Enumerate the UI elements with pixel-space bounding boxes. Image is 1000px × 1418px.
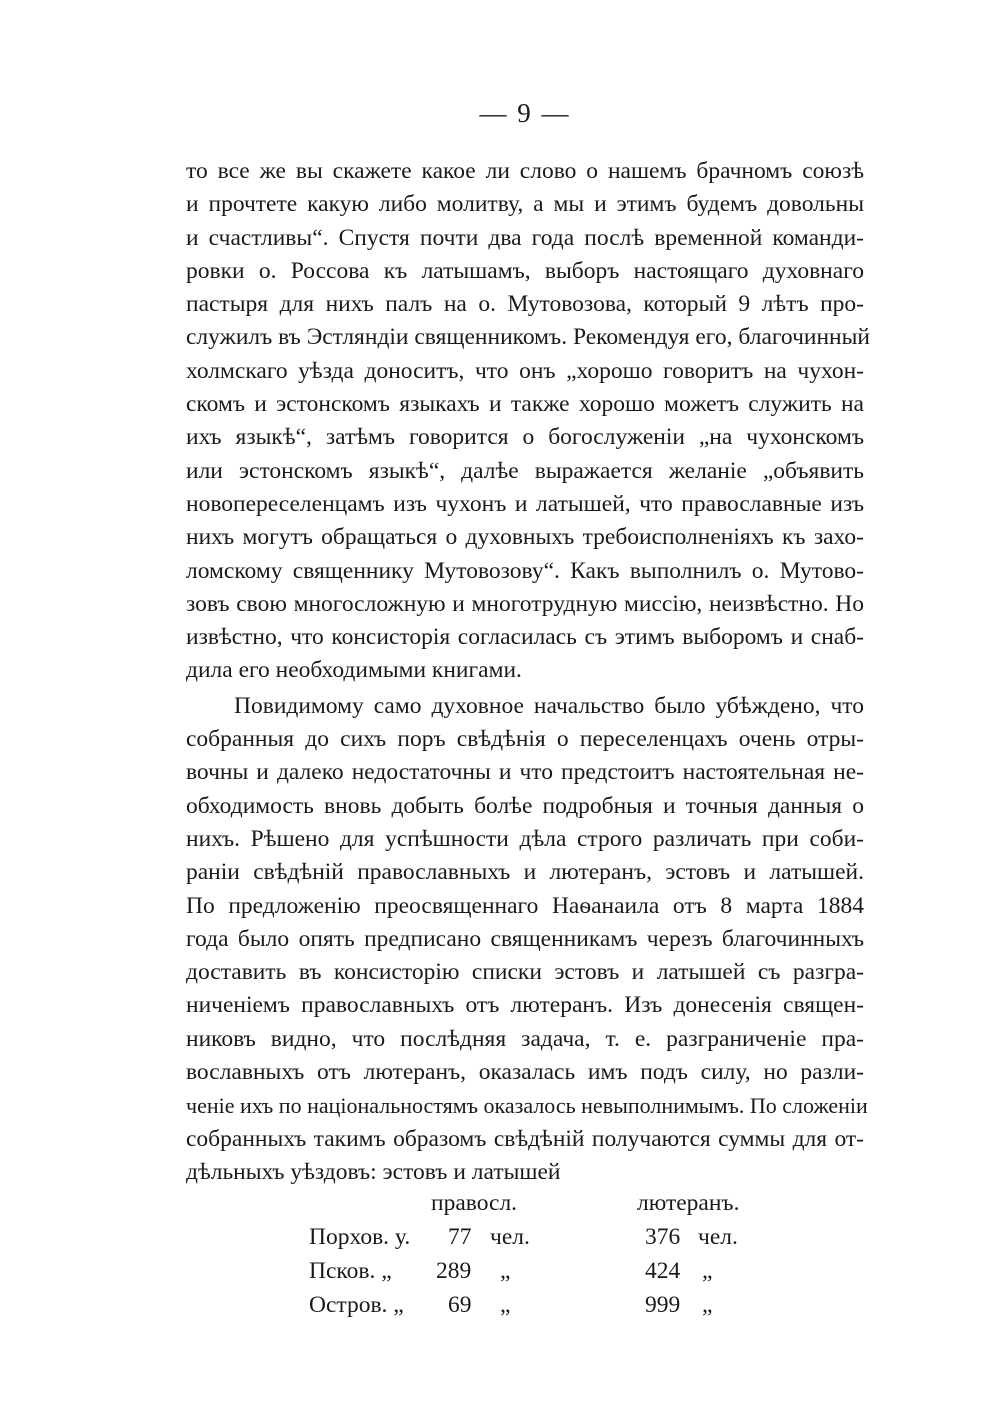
text-line: ченіе ихъ по національностямъ оказалось невыполнимымъ. По сложеніи xyxy=(186,1093,868,1119)
text-line: никовъ видно, что послѣдняя задача, т. е. разграниченіе пра- xyxy=(186,1025,864,1052)
text-line: вочны и далеко недостаточны и что предстоитъ настоятельная не- xyxy=(186,759,864,786)
text-line: извѣстно, что консисторія согласилась съ этимъ выборомъ и снаб- xyxy=(186,624,864,651)
text-line: вославныхъ отъ лютеранъ, оказалась имъ подъ силу, но разли- xyxy=(186,1059,864,1086)
table-orthodox-unit: „ xyxy=(500,1258,511,1284)
table-lutheran-value: 999 xyxy=(645,1292,681,1318)
table-district: Псков. „ xyxy=(309,1258,392,1284)
table-district: Остров. „ xyxy=(309,1292,404,1318)
text-line: дила его необходимыми книгами. xyxy=(186,657,522,684)
table-orthodox-unit: „ xyxy=(500,1292,511,1318)
table-lutheran-value: 376 xyxy=(645,1224,681,1250)
table-district: Порхов. у. xyxy=(309,1224,411,1250)
text-line: и прочтете какую либо молитву, а мы и этимъ будемъ довольны xyxy=(186,191,864,218)
text-line: или эстонскомъ языкѣ“, далѣе выражается желаніе „объявить xyxy=(186,457,864,484)
text-line: зовъ свою многосложную и многотрудную миссію, неизвѣстно. Но xyxy=(186,590,864,617)
table-lutheran-unit: „ xyxy=(702,1258,713,1284)
text-line: пастыря для нихъ палъ на о. Мутовозова, который 9 лѣтъ про- xyxy=(186,291,864,318)
text-line: По предложенію преосвященнаго Наѳанаила отъ 8 марта 1884 xyxy=(186,892,864,919)
text-line: ихъ языкѣ“, затѣмъ говорится о богослуженіи „на чухонскомъ xyxy=(186,424,864,451)
text-line: ниченіемъ православныхъ отъ лютеранъ. Изъ донесенія священ- xyxy=(186,992,864,1019)
table-orthodox-value: 289 xyxy=(436,1258,472,1284)
text-line: скомъ и эстонскомъ языкахъ и также хорошо можетъ служить на xyxy=(186,391,864,418)
text-line: обходимость вновь добыть болѣе подробныя и точныя данныя о xyxy=(186,792,864,819)
text-line: года было опять предписано священникамъ черезъ благочинныхъ xyxy=(186,925,864,952)
text-line: доставить въ консисторію списки эстовъ и латышей съ разгра- xyxy=(186,959,864,986)
table-lutheran-value: 424 xyxy=(645,1258,681,1284)
text-line: служилъ въ Эстляндіи священникомъ. Рекомендуя его, благочинный xyxy=(186,324,870,351)
table-lutheran-unit: чел. xyxy=(698,1224,738,1250)
table-orthodox-value: 77 xyxy=(448,1224,472,1250)
text-line: холмскаго уѣзда доноситъ, что онъ „хорошо говоритъ на чухон- xyxy=(186,357,864,384)
text-line: новопереселенцамъ изъ чухонъ и латышей, что православные изъ xyxy=(186,490,864,517)
text-line: нихъ могутъ обращаться о духовныхъ требоисполненіяхъ къ захо- xyxy=(186,524,864,551)
body-text xyxy=(186,155,870,1189)
table-header-lutheran: лютеранъ. xyxy=(637,1190,740,1216)
page-number: — 9 — xyxy=(479,98,571,128)
text-line: дѣльныхъ уѣздовъ: эстовъ и латышей xyxy=(186,1158,561,1185)
text-line: и счастливы“. Спустя почти два года послѣ временной команди- xyxy=(186,224,864,251)
text-line: нихъ. Рѣшено для успѣшности дѣла строго различать при соби- xyxy=(186,825,864,852)
table-orthodox-unit: чел. xyxy=(490,1224,530,1250)
paragraph xyxy=(186,690,868,1189)
paragraph xyxy=(186,155,870,688)
text-line: собранныя до сихъ поръ свѣдѣнія о переселенцахъ очень отры- xyxy=(186,726,864,753)
table-lutheran-unit: „ xyxy=(702,1292,713,1318)
text-line: то все же вы скажете какое ли слово о нашемъ брачномъ союзѣ xyxy=(186,158,864,184)
text-line: собранныхъ такимъ образомъ свѣдѣній получаются суммы для от- xyxy=(186,1125,864,1152)
text-line: Повидимому само духовное начальство было убѣждено, что xyxy=(234,692,864,719)
table-orthodox-value: 69 xyxy=(448,1292,472,1318)
table-header-orthodox: правосл. xyxy=(431,1190,518,1216)
text-line: раніи свѣдѣній православныхъ и лютеранъ, эстовъ и латышей. xyxy=(186,859,864,886)
text-line: ровки о. Россова къ латышамъ, выборъ настоящаго духовнаго xyxy=(186,257,864,284)
text-line: ломскому священнику Мутовозову“. Какъ выполнилъ о. Мутово- xyxy=(186,557,864,584)
